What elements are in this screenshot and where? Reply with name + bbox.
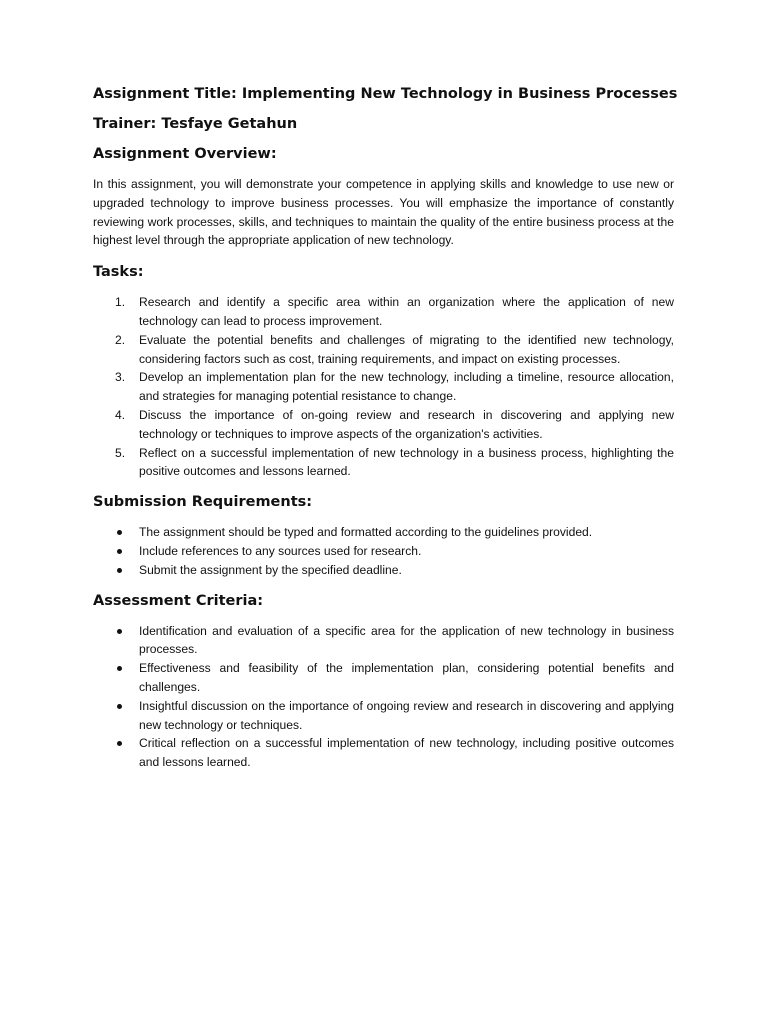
task-item [93, 368, 674, 406]
submission-item [93, 561, 674, 580]
document-page [93, 84, 678, 783]
criteria-heading: Assessment Criteria: [93, 592, 264, 609]
bullet-icon [117, 666, 122, 671]
task-item [93, 293, 674, 331]
submission-text: Include references to any sources used for research. [139, 543, 422, 558]
tasks-heading: Tasks: [93, 264, 144, 281]
criteria-item [93, 659, 674, 697]
criteria-text: Identification and evaluation of a specific area for the application of new technology in business processes. [139, 623, 674, 657]
overview-paragraph: In this assignment, you will demonstrate your competence in applying skills and knowledge to use new or upgraded technology to improve business processes. You will emphasize the importance of constantly reviewing work processes, skills, and techniques to maintain the quality of the entire business process at the highest level through the appropriate application of new technology. [93, 177, 674, 248]
bullet-icon [117, 741, 122, 746]
criteria-text: Effectiveness and feasibility of the implementation plan, considering potential benefits and challenges. [139, 661, 674, 694]
criteria-text: Insightful discussion on the importance of ongoing review and research in discovering and applying new technology or techniques. [139, 698, 674, 732]
tasks-list [93, 293, 674, 481]
submission-item [93, 523, 674, 542]
submission-list [93, 523, 674, 579]
task-number: 2. [115, 332, 126, 347]
task-text: Develop an implementation plan for the new technology, including a timeline, resource allocation, and strategies for managing potential resistance to change. [139, 370, 674, 404]
task-item [93, 444, 674, 482]
criteria-item [93, 622, 674, 660]
task-item [93, 406, 674, 444]
trainer-name: Trainer: Tesfaye Getahun [93, 116, 298, 132]
criteria-text: Critical reflection on a successful implementation of new technology, including positive outcomes and lessons learned. [139, 736, 674, 770]
task-text: Discuss the importance of on-going review and research in discovering and applying new technology or techniques to improve aspects of the organization's activities. [139, 407, 674, 441]
bullet-icon [117, 704, 122, 709]
criteria-list [93, 622, 674, 772]
bullet-icon [117, 530, 122, 535]
assignment-title: Assignment Title: Implementing New Technology in Business Processes [93, 86, 678, 102]
overview-heading: Assignment Overview: [93, 146, 277, 162]
bullet-icon [117, 629, 122, 634]
task-text: Research and identify a specific area within an organization where the application of new technology can lead to process improvement. [139, 295, 674, 328]
task-number: 1. [115, 295, 126, 310]
task-number: 4. [115, 407, 126, 422]
bullet-icon [117, 549, 122, 554]
submission-item [93, 542, 674, 561]
bullet-icon [117, 568, 122, 573]
criteria-item [93, 697, 674, 735]
task-item [93, 331, 674, 369]
task-text: Reflect on a successful implementation of new technology in a business process, highlighting the positive outcomes and lessons learned. [139, 445, 674, 479]
task-number: 3. [115, 370, 126, 385]
submission-text: The assignment should be typed and formatted according to the guidelines provided. [139, 525, 593, 540]
submission-text: Submit the assignment by the specified deadline. [139, 562, 402, 577]
task-text: Evaluate the potential benefits and challenges of migrating to the identified new technology, considering factors such as cost, training requirements, and impact on existing processes. [139, 332, 674, 366]
submission-heading: Submission Requirements: [93, 494, 313, 511]
task-number: 5. [115, 445, 126, 460]
criteria-item [93, 734, 674, 772]
